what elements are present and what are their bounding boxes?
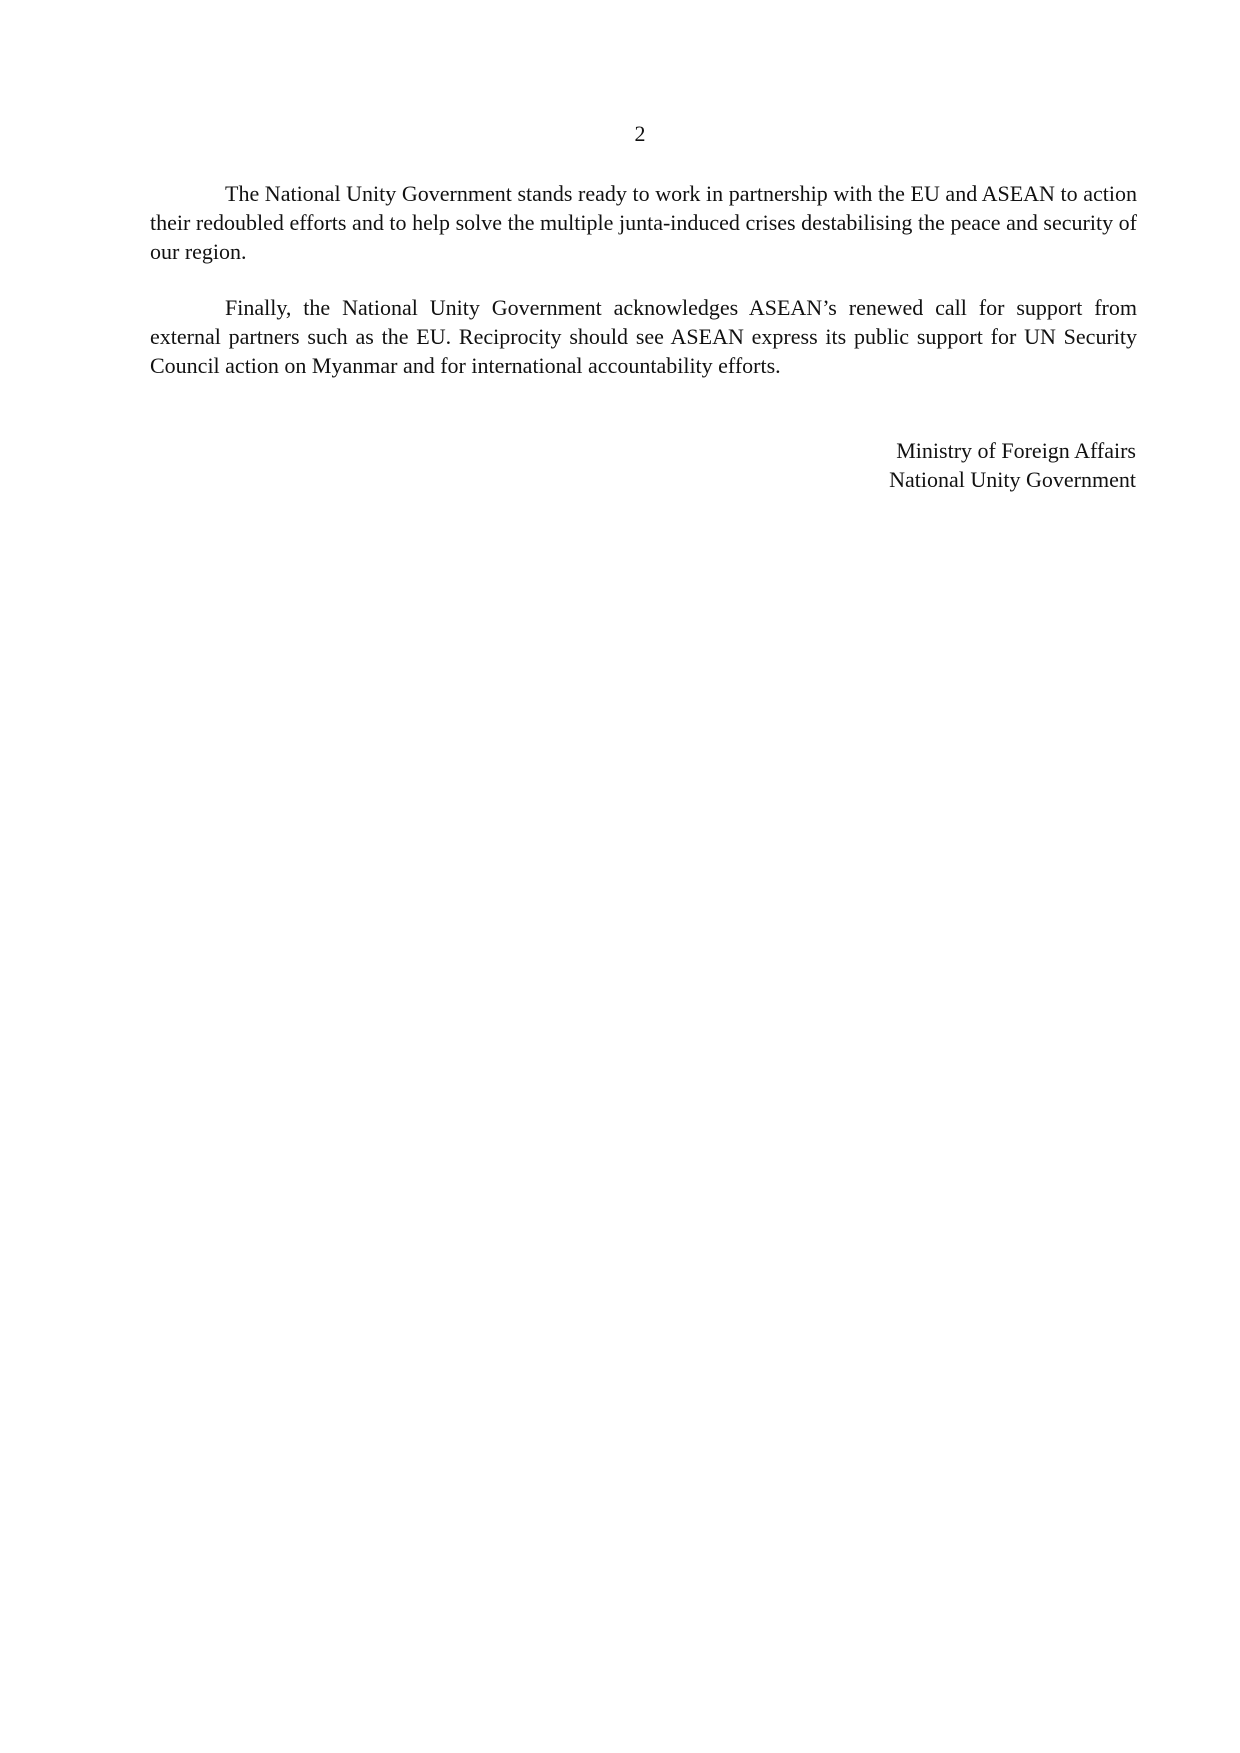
signature-block — [889, 436, 1136, 494]
body-paragraph-1: The National Unity Government stands ready to work in partnership with the EU and ASEAN to action their redoubled efforts and to help solve the multiple junta-induced crises destabilising the peace and security of our region. — [150, 181, 1137, 264]
body-paragraph-2: Finally, the National Unity Government acknowledges ASEAN’s renewed call for support from external partners such as the EU. Reciprocity should see ASEAN express its public support for UN Security Council action on Myanmar and for international accountability efforts. — [150, 295, 1137, 378]
page-number: 2 — [634, 121, 646, 146]
signature-government: National Unity Government — [889, 467, 1136, 492]
signature-ministry: Ministry of Foreign Affairs — [896, 438, 1136, 463]
